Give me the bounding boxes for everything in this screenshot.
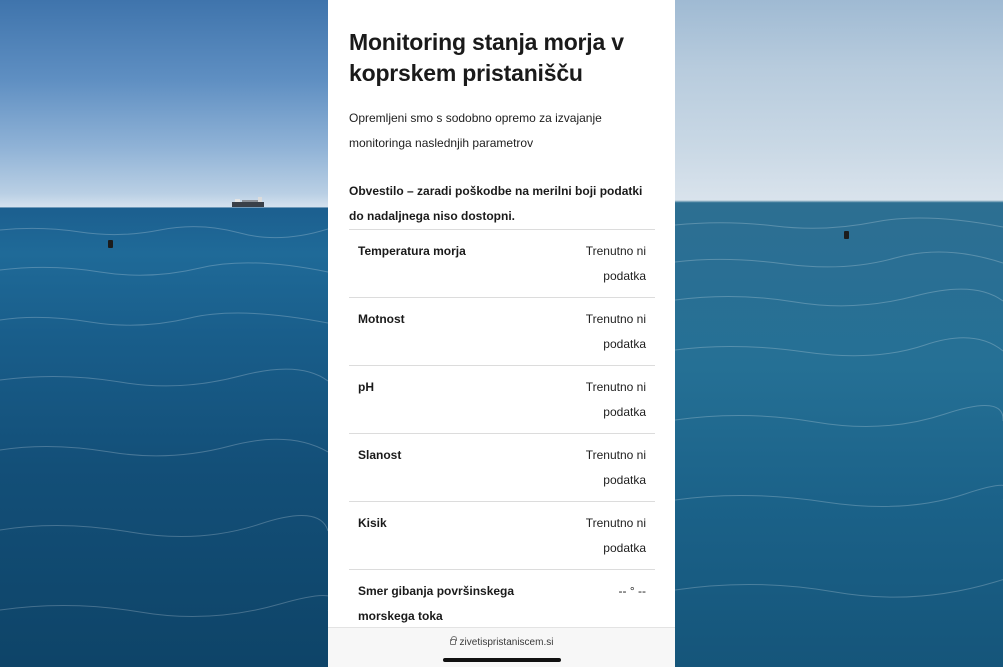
parameter-value: -- ° -- bbox=[618, 584, 646, 598]
parameter-value: Trenutno ni podatka bbox=[585, 516, 646, 555]
home-indicator[interactable] bbox=[443, 658, 561, 662]
sea-background-right bbox=[675, 0, 1003, 667]
parameter-value: Trenutno ni podatka bbox=[585, 380, 646, 419]
parameters-table bbox=[349, 229, 655, 638]
parameter-label: pH bbox=[358, 380, 374, 394]
notice-text: Obvestilo – zaradi poškodbe na merilni boji podatki do nadaljnega niso dostopni. bbox=[349, 184, 643, 223]
browser-bottom-bar bbox=[328, 627, 675, 667]
parameter-label: Kisik bbox=[358, 516, 387, 530]
parameter-label: Slanost bbox=[358, 448, 402, 462]
table-row bbox=[349, 366, 655, 434]
url-text[interactable]: zivetispristaniscem.si bbox=[459, 637, 554, 648]
buoy-icon bbox=[844, 231, 849, 239]
wave-texture bbox=[0, 0, 328, 667]
parameter-label: Temperatura morja bbox=[358, 244, 466, 258]
table-row bbox=[349, 434, 655, 502]
table-row bbox=[349, 230, 655, 298]
table-row bbox=[349, 502, 655, 570]
page-title: Monitoring stanja morja v koprskem pristanišču bbox=[349, 29, 624, 86]
table-row bbox=[349, 298, 655, 366]
parameter-label: Smer gibanja površinskega morskega toka bbox=[358, 584, 515, 623]
page-content bbox=[349, 0, 655, 638]
phone-screen bbox=[328, 0, 675, 667]
parameter-value: Trenutno ni podatka bbox=[585, 244, 646, 283]
parameter-value: Trenutno ni podatka bbox=[585, 448, 646, 487]
wave-texture bbox=[675, 0, 1003, 667]
sea-background-left bbox=[0, 0, 328, 667]
ship-icon bbox=[230, 196, 265, 208]
intro-text: Opremljeni smo s sodobno opremo za izvajanje monitoringa naslednjih parametrov bbox=[349, 111, 602, 150]
parameter-label: Motnost bbox=[358, 312, 405, 326]
parameter-value: Trenutno ni podatka bbox=[585, 312, 646, 351]
lock-icon bbox=[450, 639, 456, 645]
address-bar[interactable] bbox=[328, 637, 675, 648]
buoy-icon bbox=[108, 240, 113, 248]
